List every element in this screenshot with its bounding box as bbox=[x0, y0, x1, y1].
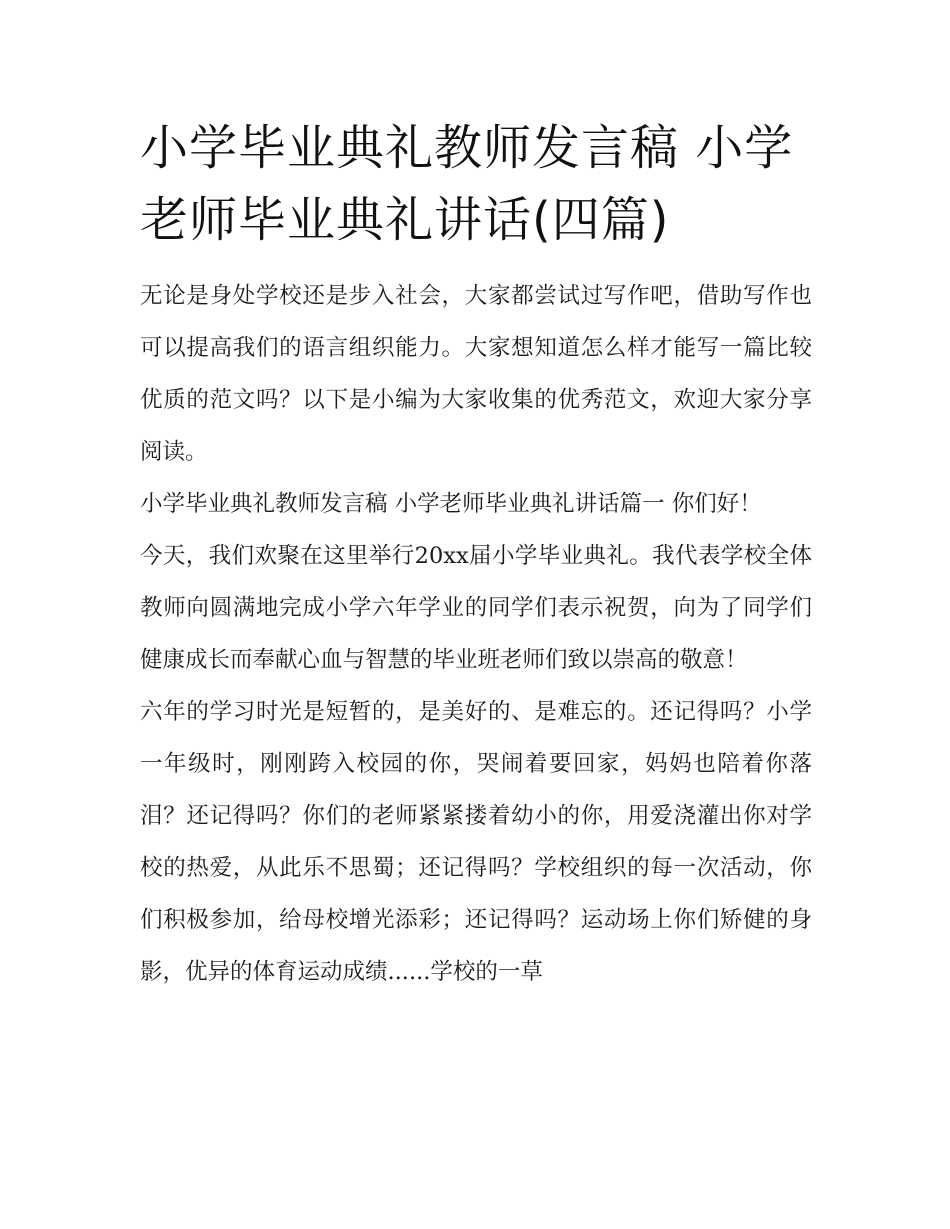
paragraph-intro: 无论是身处学校还是步入社会，大家都尝试过写作吧，借助写作也可以提高我们的语言组织能力。大家想知道怎么样才能写一篇比较优质的范文吗？以下是小编为大家收集的优秀范文，欢迎大家分享阅读。 bbox=[140, 283, 812, 465]
document-title: 小学毕业典礼教师发言稿 小学老师毕业典礼讲话(四篇) bbox=[140, 120, 794, 248]
paragraph-ceremony: 今天，我们欢聚在这里举行20xx届小学毕业典礼。我代表学校全体教师向圆满地完成小学六年学业的同学们表示祝贺，向为了同学们健康成长而奉献心血与智慧的毕业班老师们致以崇高的敬意！ bbox=[140, 543, 812, 673]
paragraph-memories: 六年的学习时光是短暂的，是美好的、是难忘的。还记得吗？小学一年级时，刚刚跨入校园的你，哭闹着要回家，妈妈也陪着你落泪？还记得吗？你们的老师紧紧搂着幼小的你，用爱浇灌出你对学校的热爱，从此乐不思蜀；还记得吗？学校组织的每一次活动，你们积极参加，给母校增光添彩；还记得吗？运动场上你们矫健的身影，优异的体育运动成绩......学校的一草 bbox=[140, 699, 812, 985]
paragraph-greeting: 小学毕业典礼教师发言稿 小学老师毕业典礼讲话篇一 你们好！ bbox=[140, 491, 762, 517]
document-page bbox=[140, 112, 812, 998]
